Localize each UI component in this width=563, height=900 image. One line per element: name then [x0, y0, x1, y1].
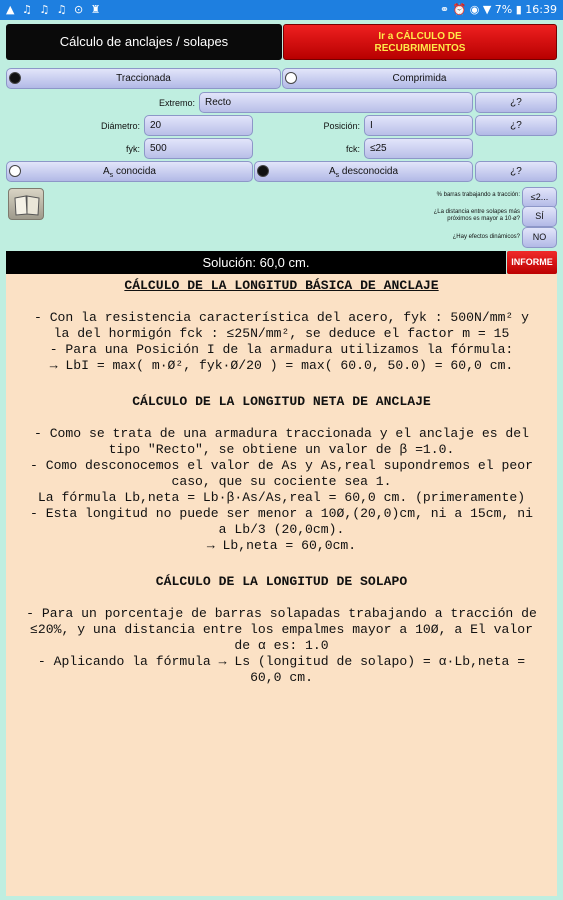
report-line: → Lb,neta = 60,0cm.: [206, 538, 357, 553]
dist-select[interactable]: SÍ: [522, 206, 557, 227]
radio-traccionada-label: Traccionada: [116, 73, 171, 84]
report-line: - Para un porcentaje de barras solapadas trabajando a tracción de: [26, 606, 537, 621]
status-right-info: ⚭ ⏰ ◉ ▼ 7% ▮ 16:39: [439, 3, 557, 16]
report-line: - Con la resistencia característica del acero, fyk : 500N/mm² y: [33, 310, 530, 325]
as-help-button[interactable]: ¿?: [475, 161, 557, 182]
report-line: la del hormigón fck : ≤25N/mm², se deduce el factor m = 15: [53, 326, 510, 341]
posicion-label: Posición:: [323, 121, 360, 131]
extremo-select[interactable]: Recto: [199, 92, 473, 113]
diametro-label: Diámetro:: [100, 121, 140, 131]
goto-line1: Ir a CÁLCULO DE: [378, 31, 462, 42]
report-sec1-title: CÁLCULO DE LA LONGITUD BÁSICA DE ANCLAJE: [124, 278, 439, 293]
goto-line2: RECUBRIMIENTOS: [374, 43, 466, 54]
radio-comprimida[interactable]: [282, 68, 557, 89]
solution-bar: Solución: 60,0 cm.: [6, 251, 506, 274]
status-left-icons: ▲ ♫ ♫ ♫ ⊙ ♜: [6, 3, 103, 16]
report-line: - Para una Posición I de la armadura utilizamos la fórmula:: [49, 342, 514, 357]
report-line: 60,0 cm.: [250, 670, 313, 685]
radio-traccionada[interactable]: [6, 68, 281, 89]
radio-as-desconocida-label: $A_s$ desconocida: [328, 166, 399, 179]
report-line: → LbI = max( m·Ø², fyk·Ø/20 ) = max( 60.0, 50.0) = 60,0 cm.: [49, 358, 514, 373]
fck-select[interactable]: ≤25: [364, 138, 473, 159]
fyk-label: fyk:: [125, 144, 140, 154]
report-line: tipo "Recto", se obtiene un valor de β =1.0.: [108, 442, 455, 457]
report-line: de α es: 1.0: [234, 638, 329, 653]
report-line: La fórmula Lb,neta = Lb·β·As/As,real = 60,0 cm. (primeramente): [37, 490, 526, 505]
report-line: caso, que su cociente sea 1.: [171, 474, 392, 489]
report-line: ≤20%, y una distancia entre los empalmes mayor a 10Ø, a El valor: [30, 622, 533, 637]
report-sec3-title: CÁLCULO DE LA LONGITUD DE SOLAPO: [155, 574, 408, 589]
fyk-select[interactable]: 500: [144, 138, 253, 159]
pct-barras-select[interactable]: ≤2...: [522, 187, 557, 208]
fck-label: fck:: [345, 144, 360, 154]
posicion-help-button[interactable]: ¿?: [475, 115, 557, 136]
report-sec2-title: CÁLCULO DE LA LONGITUD NETA DE ANCLAJE: [132, 394, 431, 409]
report-line: a Lb/3 (20,0cm).: [218, 522, 345, 537]
radio-as-conocida-label: $A_s$ conocida: [103, 166, 156, 179]
page-title: Cálculo de anclajes / solapes: [6, 24, 282, 60]
dist-label-line2: próximos es mayor a 10∙ø?: [447, 216, 520, 222]
extremo-help-button[interactable]: ¿?: [475, 92, 557, 113]
goto-recubrimientos-button[interactable]: [283, 24, 557, 60]
report-line: - Como se trata de una armadura traccionada y el anclaje es del: [33, 426, 530, 441]
dinamicos-label: ¿Hay efectos dinámicos?: [452, 234, 520, 240]
report-line: - Aplicando la fórmula → Ls (longitud de solapo) = α·Lb,neta =: [37, 654, 526, 669]
pct-barras-label: % barras trabajando a tracción:: [436, 192, 520, 198]
dinamicos-select[interactable]: NO: [522, 227, 557, 248]
book-icon[interactable]: [8, 188, 44, 220]
posicion-select[interactable]: I: [364, 115, 473, 136]
report-line: - Esta longitud no puede ser menor a 10Ø,(20,0)cm, ni a 15cm, ni: [30, 506, 533, 521]
radio-comprimida-label: Comprimida: [392, 73, 447, 84]
status-bar: [0, 0, 563, 20]
radio-as-conocida[interactable]: [6, 161, 253, 182]
diametro-select[interactable]: 20: [144, 115, 253, 136]
radio-as-desconocida[interactable]: [254, 161, 473, 182]
extremo-label: Extremo:: [158, 98, 195, 108]
dist-label-line1: ¿La distancia entre solapes más: [433, 209, 520, 215]
informe-button[interactable]: INFORME: [507, 251, 557, 274]
report-panel: [6, 274, 557, 896]
report-line: - Como desconocemos el valor de As y As,real supondremos el peor: [30, 458, 533, 473]
